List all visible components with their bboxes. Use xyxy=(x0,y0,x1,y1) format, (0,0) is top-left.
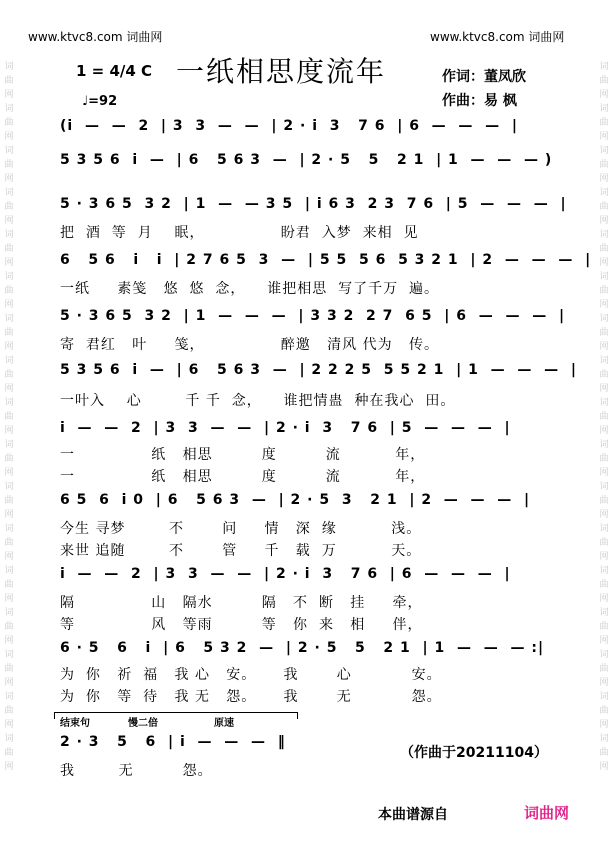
lyric-line: 把 酒 等 月 眠， 盼君 入梦 来相 见 xyxy=(60,225,419,241)
lyric-line: 一 纸 相思 度 流 年， xyxy=(60,469,426,485)
score-line-2 xyxy=(60,152,560,180)
lyric-line: 为 你 祈 福 我 心 安。 我 心 安。 xyxy=(60,667,442,683)
score-line-5 xyxy=(60,308,566,336)
score-line-6 xyxy=(60,362,577,390)
brand-logo[interactable]: 词曲网 xyxy=(524,804,570,822)
edge-watermark-left: 词 曲 网 词 曲 网 词 曲 网 词 曲 网 词 曲 网 词 曲 网 词 曲 网 词 曲 网 词 曲 网 词 曲 网 词 曲 网 词 曲 网 词 曲 网 词 曲 网 词 曲 网 词 曲 网 词 曲 网 xyxy=(4,62,14,772)
ending-bracket xyxy=(54,712,298,719)
notation-line: 6 · 5 6 i | 6 5 3 2 — | 2 · 5 5 2 1 | 1 — — — :| xyxy=(60,640,545,656)
lyric-line: 一叶入 心 千 千 念， 谁把情蛊 种在我心 田。 xyxy=(60,393,456,409)
lyric-line: 隔 山 隔水 隔 不 断 挂 牵， xyxy=(60,595,423,611)
notation-line: 6 5 6 i 0 | 6 5 6 3 — | 2 · 5 3 2 1 | 2 — — — | xyxy=(60,492,531,508)
score-line-8 xyxy=(60,492,560,520)
ending-label: 慢二倍 xyxy=(128,718,158,729)
score-line-1 xyxy=(60,118,560,146)
notation-line: 5 · 3 6 5 3 2 | 1 — — 3 5 | i 6 3 2 3 7 6 | 5 — — — | xyxy=(60,196,567,212)
lyric-line: 为 你 等 待 我 无 怨。 我 无 怨。 xyxy=(60,689,442,705)
watermark-right[interactable]: www.ktvc8.com 词曲网 xyxy=(430,30,565,44)
lyric-line: 一 纸 相思 度 流 年， xyxy=(60,447,426,463)
ending-label: 结束句 xyxy=(60,718,90,729)
score-line-4 xyxy=(60,252,592,280)
score-line-9 xyxy=(60,566,560,594)
notation-line: 5 · 3 6 5 3 2 | 1 — — — | 3 3 2 2 7 6 5 | 6 — — — | xyxy=(60,308,566,324)
composition-date: （作曲于20211104） xyxy=(400,745,548,761)
score-line-3 xyxy=(60,196,567,224)
lyricist-credit: 作词：董凤欣 xyxy=(442,69,526,85)
composer-credit: 作曲：易 枫 xyxy=(442,93,517,109)
source-note: 本曲谱源自 xyxy=(378,807,448,823)
watermark-left[interactable]: www.ktvc8.com 词曲网 xyxy=(28,30,163,44)
lyric-line: 寄 君红 叶 笺， 醉邀 清风 代为 传。 xyxy=(60,337,439,353)
notation-line: (i — — 2 | 3 3 — — | 2 · i 3 7 6 | 6 — — — | xyxy=(60,118,519,134)
lyric-line: 等 风 等雨 等 你 来 相 伴， xyxy=(60,617,423,633)
notation-line: i — — 2 | 3 3 — — | 2 · i 3 7 6 | 5 — — — | xyxy=(60,420,511,436)
notation-line: 2 · 3 5 6 | i — — — ‖ xyxy=(60,734,286,750)
lyric-line: 今生 寻梦 不 问 情 深 缘 浅。 xyxy=(60,521,422,537)
notation-line: 6 5 6 i i | 2 7 6 5 3 — | 5 5 5 6 5 3 2 1 | 2 — — — | xyxy=(60,252,592,268)
lyric-line: 我 无 怨。 xyxy=(60,763,213,779)
lyric-line: 来世 追随 不 管 千 载 万 天。 xyxy=(60,543,422,559)
song-title: 一纸相思度流年 xyxy=(176,55,387,88)
lyric-line: 一纸 素笺 悠 悠 念， 谁把相思 写了千万 遍。 xyxy=(60,281,440,297)
notation-line: i — — 2 | 3 3 — — | 2 · i 3 7 6 | 6 — — — | xyxy=(60,566,511,582)
notation-line: 5 3 5 6 i — | 6 5 6 3 — | 2 · 5 5 2 1 | 1 — — — ) xyxy=(60,152,553,168)
tempo-mark: ♩=92 xyxy=(82,94,118,109)
notation-line: 5 3 5 6 i — | 6 5 6 3 — | 2 2 2 5 5 5 2 1 | 1 — — — | xyxy=(60,362,577,378)
edge-watermark-right: 词 曲 网 词 曲 网 词 曲 网 词 曲 网 词 曲 网 词 曲 网 词 曲 网 词 曲 网 词 曲 网 词 曲 网 词 曲 网 词 曲 网 词 曲 网 词 曲 网 词 曲 网 词 曲 网 词 曲 网 xyxy=(599,62,609,772)
key-signature: 1 = 4/4 C xyxy=(76,62,153,80)
ending-label: 原速 xyxy=(214,718,234,729)
